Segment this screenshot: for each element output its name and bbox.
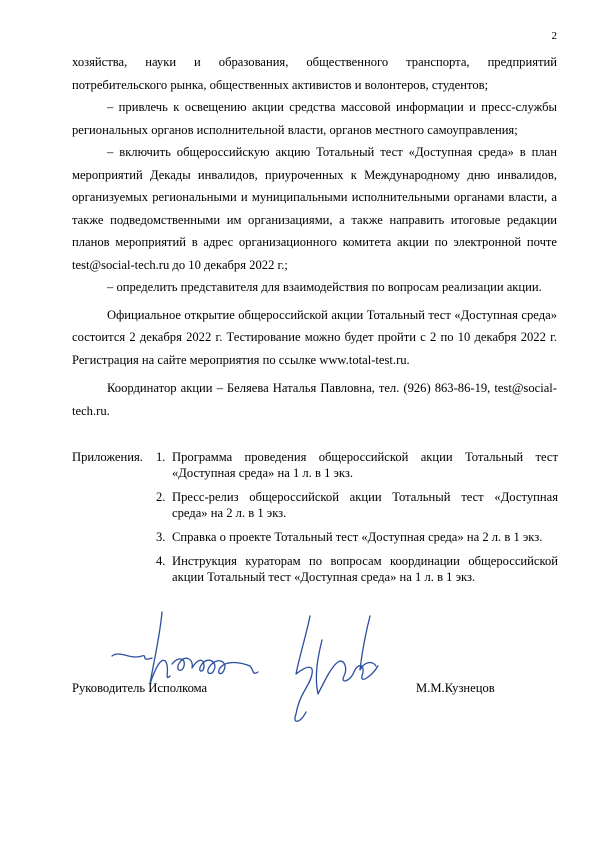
- signature-stroke: [360, 616, 376, 670]
- signature-stroke: [112, 654, 152, 659]
- paragraph: – определить представителя для взаимодействия по вопросам реализации акции.: [107, 280, 542, 294]
- page-number: 2: [551, 30, 557, 42]
- document-body: [72, 51, 557, 422]
- attachments-label: Приложения.: [72, 450, 143, 464]
- attachment-text: Программа проведения общероссийской акции Тотальный тест «Доступная среда» на 1 л. в 1 экз.: [172, 450, 558, 480]
- attachment-number: 1.: [156, 450, 166, 464]
- signature-stroke: [295, 616, 312, 721]
- attachment-item: [156, 529, 558, 545]
- attachment-number: 4.: [156, 554, 166, 568]
- attachment-item: [156, 489, 558, 521]
- signature-stroke: [316, 640, 378, 694]
- paragraph: хозяйства, науки и образования, общественного транспорта, предприятий потребительского рынка, общественных активистов и волонтеров, студентов;: [72, 55, 557, 92]
- paragraph: – включить общероссийскую акцию Тотальный тест «Доступная среда» в план мероприятий Декады инвалидов, приуроченных к Международному дню инвалидов, организуемых региональными и муниципальными исполнительными органами власти, а также подведомственными им организациями, а также направить итоговые редакции планов мероприятий в адрес организационного комитета акции по электронной почте test@social-tech.ru до 10 декабря 2022 г.;: [72, 145, 557, 272]
- attachment-text: Пресс-релиз общероссийской акции Тотальный тест «Доступная среда» на 2 л. в 1 экз.: [172, 490, 558, 520]
- signatory-name: М.М.Кузнецов: [416, 681, 495, 695]
- attachments-list: [156, 449, 558, 585]
- paragraph: Официальное открытие общероссийской акции Тотальный тест «Доступная среда» состоится 2 декабря 2022 г. Тестирование можно будет пройти с 2 по 10 декабря 2022 г. Регистрация на сайте мероприятия по ссылке www.total-test.ru.: [72, 307, 557, 367]
- signature-stroke: [172, 658, 258, 673]
- paragraph: – привлечь к освещению акции средства массовой информации и пресс-службы региональных органов исполнительной власти, органов местного самоуправления;: [72, 100, 557, 137]
- paragraph: Координатор акции – Беляева Наталья Павловна, тел. (926) 863-86-19, test@social-tech.ru.: [72, 381, 557, 418]
- attachment-item: [156, 449, 558, 481]
- signatory-role: Руководитель Исполкома: [72, 681, 208, 695]
- attachment-text: Инструкция кураторам по вопросам координации общероссийской акции Тотальный тест «Доступная среда» на 1 л. в 1 экз.: [172, 554, 558, 584]
- attachment-item: [156, 553, 558, 585]
- attachment-number: 3.: [156, 530, 166, 544]
- signature-image: [100, 596, 400, 736]
- signature-strokes: [112, 612, 378, 721]
- signature-stroke: [150, 612, 170, 684]
- attachment-number: 2.: [156, 490, 166, 504]
- attachment-text: Справка о проекте Тотальный тест «Доступная среда» на 2 л. в 1 экз.: [172, 530, 543, 544]
